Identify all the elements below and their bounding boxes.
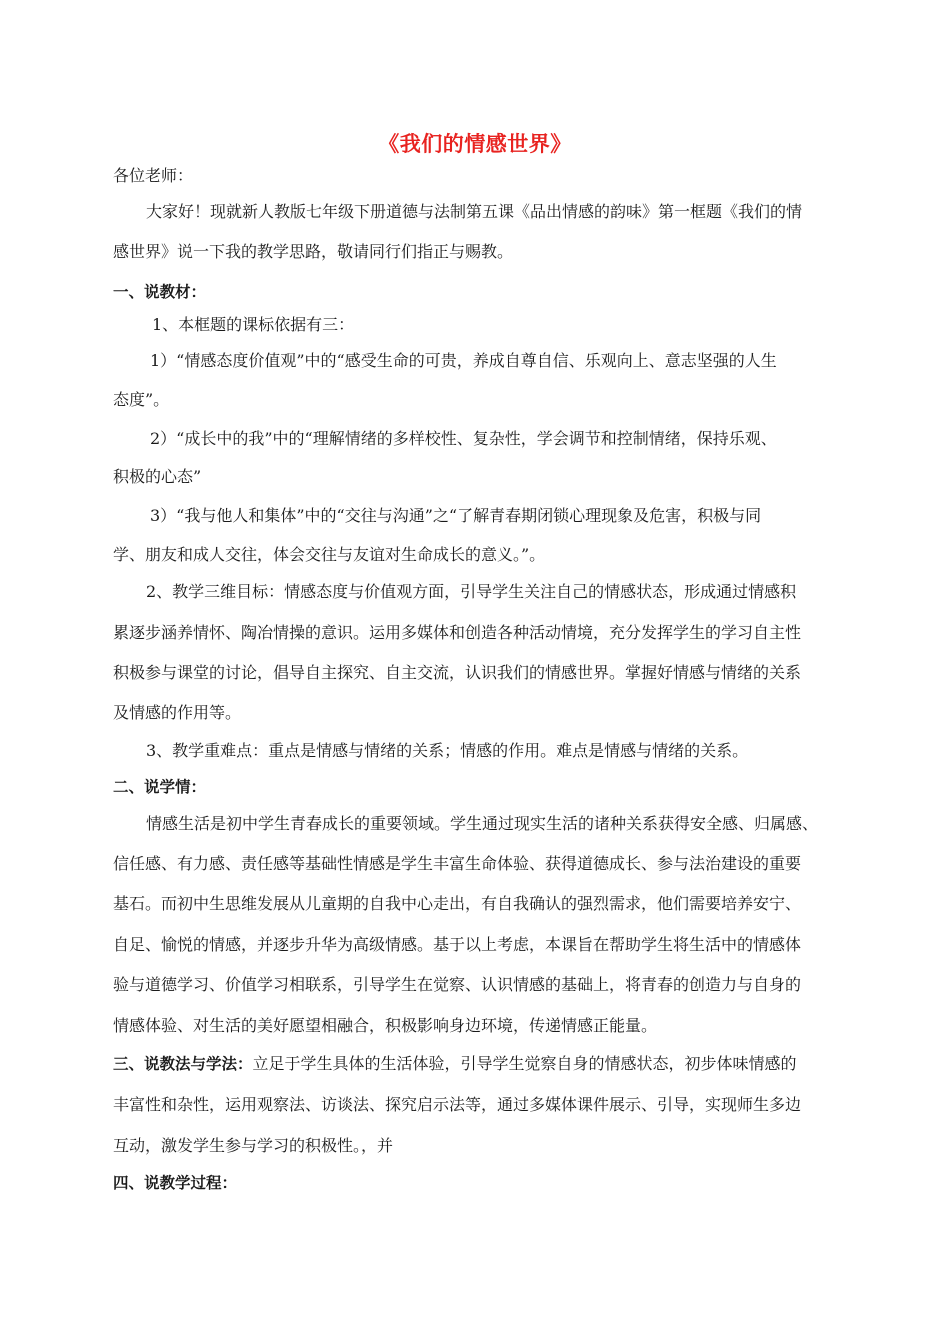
textbook-item-1: 1、本框题的课标依据有三：	[152, 315, 355, 334]
document-title: 《我们的情感世界》	[378, 132, 572, 156]
teaching-goals-line-3: 积极参与课堂的讨论，倡导自主探究、自主交流，认识我们的情感世界。掌握好情感与情绪的关系	[113, 663, 802, 682]
methods-line-3: 互动，激发学生参与学习的积极性。，并	[113, 1136, 394, 1155]
standard-basis-3-line-1: 3）“我与他人和集体”中的“交往与沟通”之“了解青春期闭锁心理现象及危害，积极与同	[150, 506, 762, 525]
salutation: 各位老师：	[113, 166, 194, 185]
intro-line-2: 感世界》说一下我的教学思路，敬请同行们指正与赐教。	[113, 242, 514, 261]
learners-line-2: 信任感、有力感、责任感等基础性情感是学生丰富生命体验、获得道德成长、参与法治建设的重要	[113, 854, 802, 873]
learners-line-5: 验与道德学习、价值学习相联系，引导学生在觉察、认识情感的基础上，将青春的创造力与自身的	[113, 975, 802, 994]
standard-basis-1-line-1: 1）“情感态度价值观”中的“感受生命的可贵，养成自尊自信、乐观向上、意志坚强的人生	[150, 351, 777, 370]
methods-line-1-text: 立足于学生具体的生活体验，引导学生觉察自身的情感状态，初步体味情感的	[252, 1054, 797, 1073]
teaching-goals-line-2: 累逐步涵养情怀、陶冶情操的意识。运用多媒体和创造各种活动情境，充分发挥学生的学习自主性	[113, 623, 802, 642]
key-points: 3、教学重难点：重点是情感与情绪的关系；情感的作用。难点是情感与情绪的关系。	[146, 741, 749, 760]
section-heading-process: 四、说教学过程：	[113, 1174, 238, 1192]
learners-line-4: 自足、愉悦的情感，并逐步升华为高级情感。基于以上考虑，本课旨在帮助学生将生活中的情感体	[113, 935, 802, 954]
section-heading-textbook: 一、说教材：	[113, 283, 207, 301]
teaching-goals-line-1: 2、教学三维目标：情感态度与价值观方面，引导学生关注自己的情感状态，形成通过情感积	[146, 582, 797, 601]
section-heading-learners: 二、说学情：	[113, 778, 207, 796]
teaching-goals-line-4: 及情感的作用等。	[113, 703, 242, 722]
standard-basis-2-line-1: 2）“成长中的我”中的“理解情绪的多样校性、复杂性，学会调节和控制情绪，保持乐观、	[150, 429, 777, 448]
section-heading-methods: 三、说教法与学法：	[113, 1055, 253, 1073]
standard-basis-3-line-2: 学、朋友和成人交往，体会交往与友谊对生命成长的意义。”。	[113, 545, 546, 564]
intro-line-1: 大家好！现就新人教版七年级下册道德与法制第五课《品出情感的韵味》第一框题《我们的情	[146, 202, 803, 221]
methods-line-2: 丰富性和杂性，运用观察法、访谈法、探究启示法等，通过多媒体课件展示、引导，实现师生多边	[113, 1095, 802, 1114]
methods-line-1	[113, 1053, 843, 1075]
standard-basis-2-line-2: 积极的心态”	[113, 467, 202, 486]
standard-basis-1-line-2: 态度”。	[113, 390, 170, 409]
learners-line-1: 情感生活是初中学生青春成长的重要领域。学生通过现实生活的诸种关系获得安全感、归属感、	[146, 814, 819, 833]
learners-line-6: 情感体验、对生活的美好愿望相融合，积极影响身边环境，传递情感正能量。	[113, 1016, 658, 1035]
learners-line-3: 基石。而初中生思维发展从儿童期的自我中心走出，有自我确认的强烈需求，他们需要培养安宁、	[113, 894, 802, 913]
